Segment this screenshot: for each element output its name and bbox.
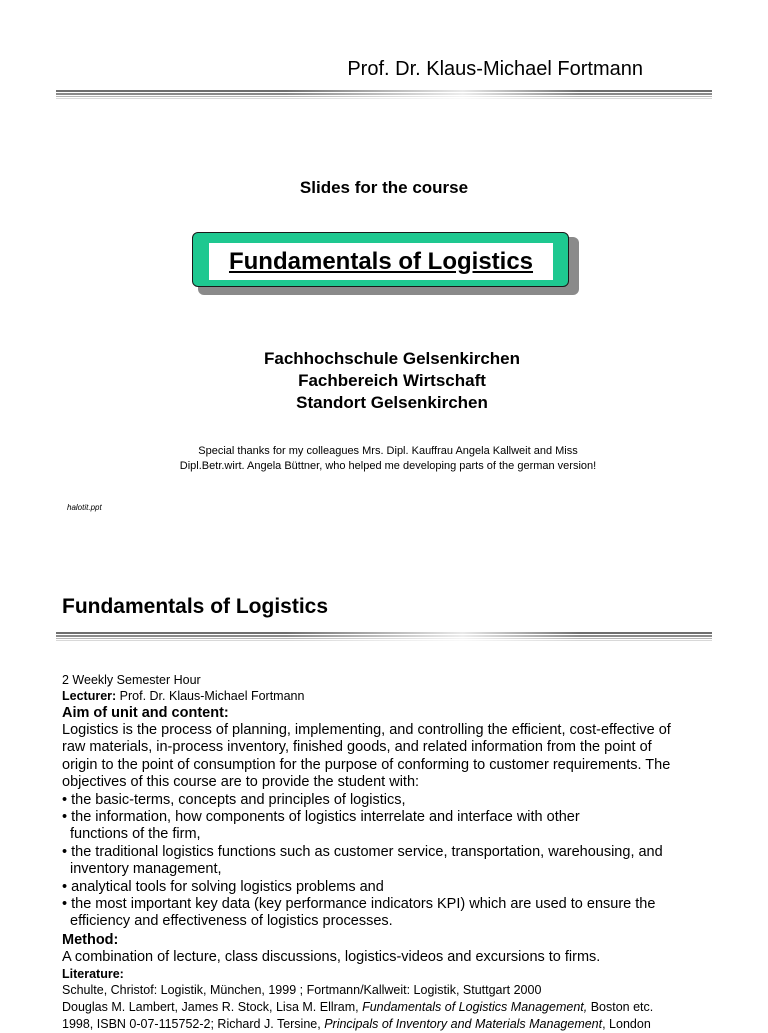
literature-ref-3 <box>62 1016 712 1033</box>
institution-line-3: Standort Gelsenkirchen <box>296 393 488 412</box>
aim-text-line: Logistics is the process of planning, implementing, and controlling the efficient, cost-effective of <box>62 722 671 738</box>
course-description <box>62 672 712 1033</box>
thanks-line-1: Special thanks for my colleagues Mrs. Dipl. Kauffrau Angela Kallweit and Miss <box>198 445 578 457</box>
objective-bullet-cont: inventory management, <box>70 861 222 878</box>
literature-ref-2 <box>62 999 712 1016</box>
slide2-divider <box>56 632 712 642</box>
ref3-book-title: Principals of Inventory and Materials Management <box>324 1017 603 1032</box>
course-title: Fundamentals of Logistics <box>228 247 534 275</box>
ref3-part-a: 1998, ISBN 0-07-115752-2; Richard J. Tersine, <box>62 1017 325 1032</box>
objective-bullet: • the traditional logistics functions such as customer service, transportation, warehousing, and <box>62 843 663 860</box>
method-heading: Method: <box>62 931 119 948</box>
objective-bullet: • the most important key data (key performance indicators KPI) which are used to ensure the <box>62 896 656 913</box>
slide-subtitle: Slides for the course <box>299 178 469 197</box>
weekly-hours: 2 Weekly Semester Hour <box>62 673 201 687</box>
title-box-inner <box>209 243 553 280</box>
objective-bullet-cont: efficiency and effectiveness of logistics processes. <box>70 913 393 930</box>
lecturer-line <box>62 689 712 704</box>
institution-line-1: Fachhochschule Gelsenkirchen <box>263 349 521 368</box>
aim-text-line: raw materials, in-process inventory, finished goods, and related information from the point of <box>62 739 652 756</box>
aim-heading: Aim of unit and content: <box>62 705 229 721</box>
ref3-part-c: , London <box>602 1017 651 1032</box>
slide2-heading: Fundamentals of Logistics <box>62 595 329 618</box>
literature-heading: Literature: <box>62 967 124 982</box>
file-name: halotit.ppt <box>67 503 102 512</box>
ref2-book-title: Fundamentals of Logistics Management, <box>362 1000 588 1015</box>
lecturer-label: Lecturer: <box>62 689 117 703</box>
institution-line-2: Fachbereich Wirtschaft <box>298 371 486 390</box>
objective-bullet: • the information, how components of logistics interrelate and interface with other <box>62 809 580 826</box>
author-name: Prof. Dr. Klaus-Michael Fortmann <box>347 58 643 80</box>
objective-bullet-cont: functions of the firm, <box>70 826 201 843</box>
method-text: A combination of lecture, class discussions, logistics-videos and excursions to firms. <box>62 948 601 965</box>
literature-ref-1: Schulte, Christof: Logistik, München, 1999 ; Fortmann/Kallweit: Logistik, Stuttgart 2000 <box>62 983 542 998</box>
objective-bullet: • analytical tools for solving logistics problems and <box>62 878 384 895</box>
ref2-part-a: Douglas M. Lambert, James R. Stock, Lisa M. Ellram, <box>62 1000 363 1015</box>
thanks-line-2: Dipl.Betr.wirt. Angela Büttner, who helped me developing parts of the german version! <box>179 460 597 472</box>
aim-text-line: objectives of this course are to provide the student with: <box>62 774 420 791</box>
objective-bullet: • the basic-terms, concepts and principles of logistics, <box>62 791 406 808</box>
header-divider <box>56 90 712 100</box>
ref2-part-c: Boston etc. <box>587 1000 654 1015</box>
aim-text-line: origin to the point of consumption for the purpose of conforming to customer requirements. The <box>62 756 671 773</box>
lecturer-value: Prof. Dr. Klaus-Michael Fortmann <box>116 689 305 703</box>
